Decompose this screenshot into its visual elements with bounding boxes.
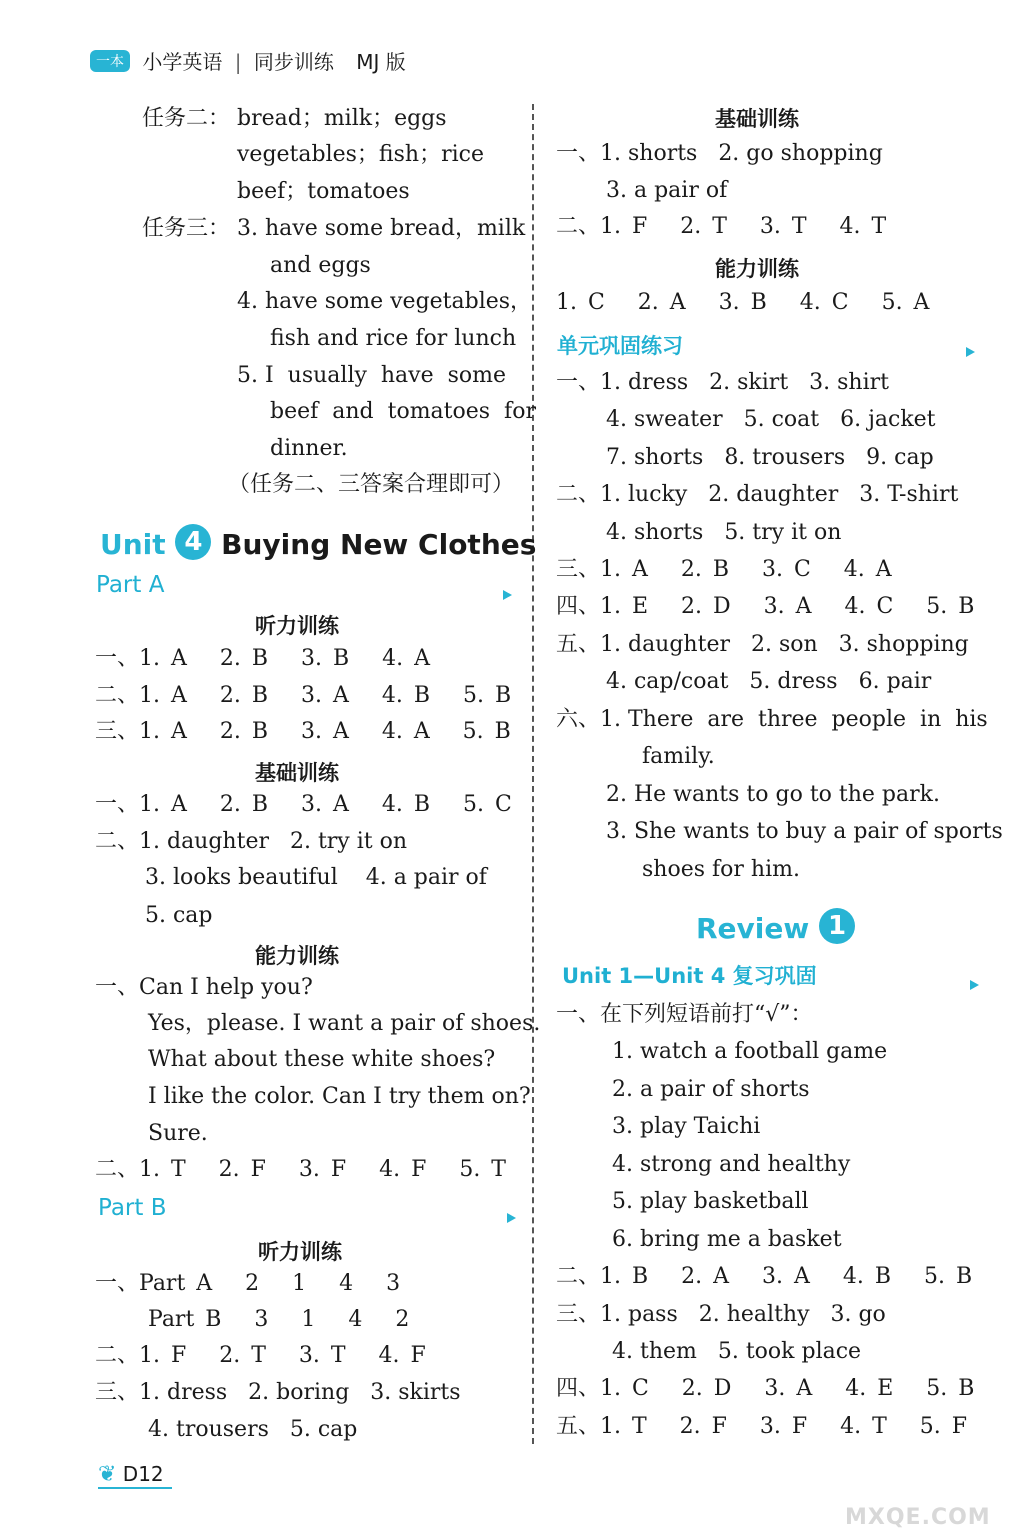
answer-line: Sure. <box>148 1121 208 1146</box>
unit-practice-title: 单元巩固练习 <box>557 334 683 358</box>
basic-title: 基础训练 <box>715 107 799 131</box>
part-b-heading: Part B <box>98 1195 167 1221</box>
answer-line: 二、1. T 2. F 3. F 4. F 5. T <box>95 1157 506 1182</box>
ability-title: 能力训练 <box>715 257 799 281</box>
answer-line: 4. them 5. took place <box>612 1339 862 1364</box>
answer-line: 二、1. B 2. A 3. A 4. B 5. B <box>556 1264 973 1289</box>
task2-label: 任务二： <box>142 106 231 131</box>
unit-title: Buying New Clothes <box>221 528 537 561</box>
task3-line: 5. I usually have some <box>237 363 507 388</box>
triangle-marker <box>970 980 979 990</box>
header <box>90 46 406 76</box>
task3-line: and eggs <box>270 253 371 278</box>
header-title: 小学英语 <box>142 50 223 74</box>
ability-title: 能力训练 <box>255 944 339 968</box>
triangle-marker <box>503 590 512 600</box>
triangle-marker <box>507 1213 516 1223</box>
answer-line: 1. C 2. A 3. B 4. C 5. A <box>556 290 930 315</box>
answer-line: 一、在下列短语前打“√”： <box>556 1002 813 1027</box>
part-a-heading: Part A <box>96 572 165 598</box>
listening-title: 听力训练 <box>255 614 339 638</box>
answer-line: 三、1. dress 2. boring 3. skirts <box>95 1380 461 1405</box>
answer-line: 2. a pair of shorts <box>612 1077 810 1102</box>
task-note: （任务二、三答案合理即可） <box>228 472 515 497</box>
answer-line: 5. cap <box>145 903 213 928</box>
answer-line: 一、1. A 2. B 3. A 4. B 5. C <box>95 792 512 817</box>
basic-title: 基础训练 <box>255 761 339 785</box>
column-divider <box>532 104 534 1444</box>
listening-b-title: 听力训练 <box>258 1240 342 1264</box>
page-number <box>98 1462 172 1489</box>
answer-line: 二、1. lucky 2. daughter 3. T-shirt <box>556 482 959 507</box>
task3-line: 3. have some bread，milk <box>237 216 526 241</box>
answer-line: 3. play Taichi <box>612 1114 761 1139</box>
answer-line: 一、Part A 2 1 4 3 <box>95 1271 401 1296</box>
answer-line: 六、1. There are three people in his <box>556 707 988 732</box>
task2-line: beef；tomatoes <box>237 179 410 204</box>
answer-line: shoes for him. <box>642 857 800 882</box>
task3-line: dinner. <box>270 436 348 461</box>
answer-line: 6. bring me a basket <box>612 1227 842 1252</box>
answer-line: 一、1. A 2. B 3. B 4. A <box>95 646 430 671</box>
task2-line: vegetables；fish；rice <box>237 142 484 167</box>
answer-line: Part B 3 1 4 2 <box>148 1307 410 1332</box>
page-number-text: D12 <box>122 1462 164 1486</box>
review-heading <box>696 908 855 945</box>
task3-line: 4. have some vegetables， <box>237 289 533 314</box>
unit-number: 4 <box>175 524 211 560</box>
review-number: 1 <box>819 908 855 944</box>
task3-label: 任务三： <box>142 216 231 241</box>
header-series: 同步训练 <box>253 50 334 74</box>
answer-line: 一、1. dress 2. skirt 3. shirt <box>556 370 889 395</box>
answer-line: 三、1. A 2. B 3. C 4. A <box>556 557 892 582</box>
answer-line: Yes，please. I want a pair of shoes. <box>148 1011 541 1036</box>
unit-heading <box>100 524 536 561</box>
review-word: Review <box>696 912 810 945</box>
answer-line: 四、1. E 2. D 3. A 4. C 5. B <box>556 594 975 619</box>
answer-line: 二、1. A 2. B 3. A 4. B 5. B <box>95 683 512 708</box>
task2-line: bread；milk；eggs <box>237 106 447 131</box>
answer-line: 4. sweater 5. coat 6. jacket <box>606 407 936 432</box>
answer-line: 4. trousers 5. cap <box>148 1417 358 1442</box>
answer-line: 四、1. C 2. D 3. A 4. E 5. B <box>556 1376 975 1401</box>
task3-line: fish and rice for lunch <box>270 326 517 351</box>
answer-line: 2. He wants to go to the park. <box>606 782 940 807</box>
answer-line: I like the color. Can I try them on? <box>148 1084 531 1109</box>
watermark: MXQE.COM <box>845 1505 991 1530</box>
answer-line: 4. shorts 5. try it on <box>606 520 842 545</box>
header-separator: | <box>234 50 242 74</box>
answer-line: 3. looks beautiful 4. a pair of <box>145 865 487 890</box>
answer-line: 二、1. daughter 2. try it on <box>95 829 408 854</box>
answer-line: family. <box>642 744 715 769</box>
answer-line: 4. cap/coat 5. dress 6. pair <box>606 669 932 694</box>
answer-line: 3. She wants to buy a pair of sports <box>606 819 1003 844</box>
answer-line: 5. play basketball <box>612 1189 809 1214</box>
task3-line: beef and tomatoes for <box>270 399 536 424</box>
unit-word: Unit <box>100 528 166 561</box>
answer-line: 五、1. T 2. F 3. F 4. T 5. F <box>556 1414 967 1439</box>
answer-line: 二、1. F 2. T 3. T 4. T <box>556 214 887 239</box>
triangle-marker <box>966 347 975 357</box>
answer-line: 三、1. A 2. B 3. A 4. A 5. B <box>95 719 511 744</box>
answer-line: What about these white shoes? <box>148 1047 496 1072</box>
answer-line: 一、1. shorts 2. go shopping <box>556 141 883 166</box>
review-subtitle: Unit 1—Unit 4 复习巩固 <box>562 964 817 988</box>
answer-line: 三、1. pass 2. healthy 3. go <box>556 1302 886 1327</box>
header-edition: MJ 版 <box>356 50 406 74</box>
answer-line: 3. a pair of <box>606 178 728 203</box>
answer-line: 一、Can I help you? <box>95 975 313 1000</box>
answer-line: 4. strong and healthy <box>612 1152 851 1177</box>
answer-line: 五、1. daughter 2. son 3. shopping <box>556 632 969 657</box>
leaf-icon: ❦ <box>98 1462 117 1487</box>
header-badge: 一本 <box>90 50 130 72</box>
answer-line: 二、1. F 2. T 3. T 4. F <box>95 1343 426 1368</box>
answer-line: 1. watch a football game <box>612 1039 888 1064</box>
answer-line: 7. shorts 8. trousers 9. cap <box>606 445 934 470</box>
